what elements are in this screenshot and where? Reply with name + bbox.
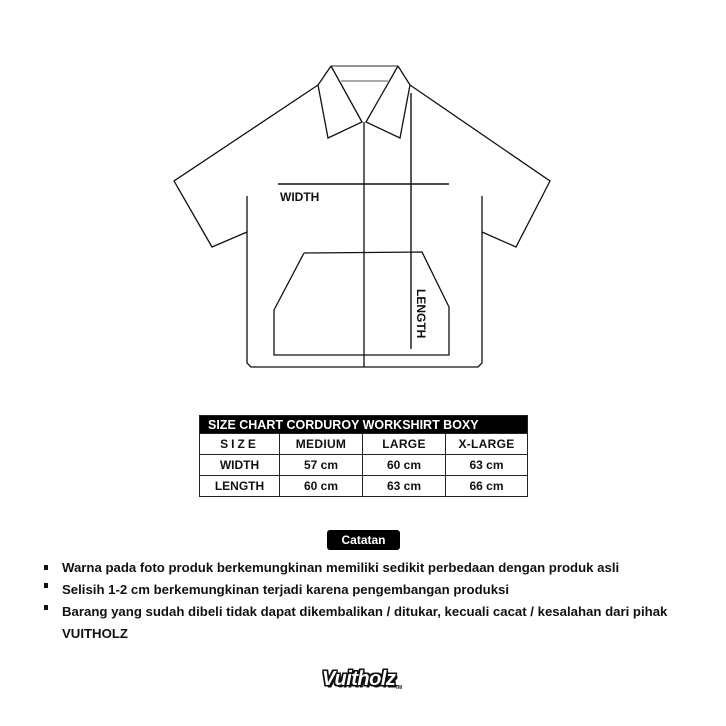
right-sleeve [410, 85, 550, 247]
size-chart-title: SIZE CHART CORDUROY WORKSHIRT BOXY [200, 416, 528, 434]
width-label: WIDTH [280, 190, 320, 204]
row-label: LENGTH [200, 476, 280, 497]
note-text: Warna pada foto produk berkemungkinan memiliki sedikit perbedaan dengan produk asli [62, 560, 620, 575]
list-item [44, 557, 704, 579]
table-row [200, 476, 528, 497]
size-chart-title-row [200, 416, 528, 434]
cell-value: 63 cm [363, 476, 446, 497]
cell-value: 63 cm [446, 455, 528, 476]
table-row [200, 455, 528, 476]
note-text: Selisih 1-2 cm berkemungkinan terjadi karena pengembangan produksi [62, 582, 510, 597]
bullet-icon [44, 605, 48, 610]
notes-list [44, 557, 704, 645]
cell-value: 66 cm [446, 476, 528, 497]
logo-text: Vuitholz [322, 668, 396, 690]
left-sleeve [174, 85, 318, 247]
size-chart-header-row [200, 434, 528, 455]
length-label: LENGTH [414, 289, 428, 339]
header-size: SIZE [200, 434, 280, 455]
header-medium: MEDIUM [280, 434, 363, 455]
row-label: WIDTH [200, 455, 280, 476]
cell-value: 60 cm [280, 476, 363, 497]
notes-badge: Catatan [327, 530, 400, 550]
size-chart-table [199, 415, 528, 497]
cell-value: 57 cm [280, 455, 363, 476]
collar-left [318, 66, 362, 138]
collar-right [366, 66, 410, 138]
cell-value: 60 cm [363, 455, 446, 476]
brand-logo [322, 668, 402, 691]
bullet-icon [44, 565, 48, 570]
header-large: LARGE [363, 434, 446, 455]
header-xlarge: X-LARGE [446, 434, 528, 455]
note-text: Barang yang sudah dibeli tidak dapat dikembalikan / ditukar, kecuali cacat / kesalahan dari pihak VUITHOLZ [62, 604, 668, 641]
list-item [44, 579, 704, 601]
list-item [44, 601, 704, 645]
trademark-mark: TM [395, 685, 402, 691]
bullet-icon [44, 583, 48, 588]
